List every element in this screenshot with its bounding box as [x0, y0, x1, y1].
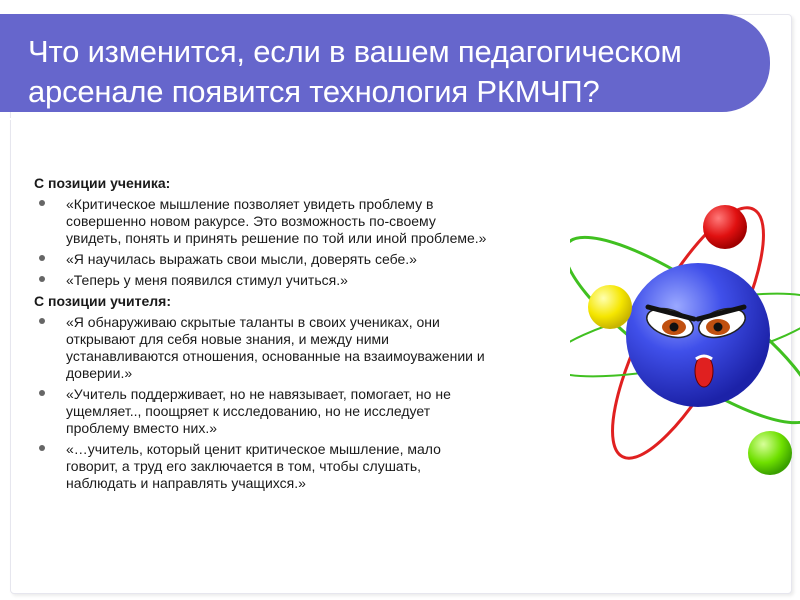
student-heading: С позиции ученика: [34, 175, 171, 191]
bullet-icon [39, 200, 45, 206]
title-line-2: арсенале появится технология РКМЧП? [28, 74, 600, 109]
item-line: говорит, а труд его заключается в том, чтобы слушать, [66, 458, 421, 474]
bullet-icon [39, 276, 45, 282]
item-line: «…учитель, который ценит критическое мышление, мало [66, 441, 441, 457]
list-item [34, 386, 599, 437]
teacher-heading: С позиции учителя: [34, 293, 171, 309]
list-item [34, 441, 599, 492]
item-line: «Учитель поддерживает, но не навязывает, помогает, но не [66, 386, 451, 402]
slide-content [34, 175, 599, 496]
atom-face-icon [570, 195, 800, 495]
electron-green [748, 431, 792, 475]
list-item [34, 272, 599, 289]
item-line: ущемляет.., поощряет к исследованию, но не исследует [66, 403, 431, 419]
electron-red [703, 205, 747, 249]
item-line: совершенно новом ракурсе. Это возможность по-своему [66, 213, 436, 229]
item-line: проблему вместо них.» [66, 420, 218, 436]
item-line: «Я научилась выражать свои мысли, доверять себе.» [66, 251, 417, 267]
title-divider [0, 118, 738, 120]
item-line: доверии.» [66, 365, 133, 381]
item-line: «Я обнаруживаю скрытые таланты в своих учениках, они [66, 314, 440, 330]
item-line: наблюдать и направлять учащихся.» [66, 475, 306, 491]
item-line: «Критическое мышление позволяет увидеть проблему в [66, 196, 434, 212]
bullet-icon [39, 445, 45, 451]
slide-title [28, 32, 758, 112]
bullet-icon [39, 318, 45, 324]
list-item [34, 196, 599, 247]
item-line: «Теперь у меня появился стимул учиться.» [66, 272, 348, 288]
bullet-icon [39, 390, 45, 396]
item-line: увидеть, понять и принять решение по той или иной проблеме.» [66, 230, 487, 246]
title-line-1: Что изменится, если в вашем педагогическом [28, 34, 682, 69]
bullet-icon [39, 255, 45, 261]
title-banner [0, 14, 770, 112]
list-item [34, 251, 599, 268]
electron-yellow [588, 285, 632, 329]
list-item [34, 314, 599, 382]
item-line: открывают для себя новые знания, и между ними [66, 331, 389, 347]
nucleus [626, 263, 770, 407]
item-line: устанавливаются отношения, основанные на взаимоуважении и [66, 348, 485, 364]
